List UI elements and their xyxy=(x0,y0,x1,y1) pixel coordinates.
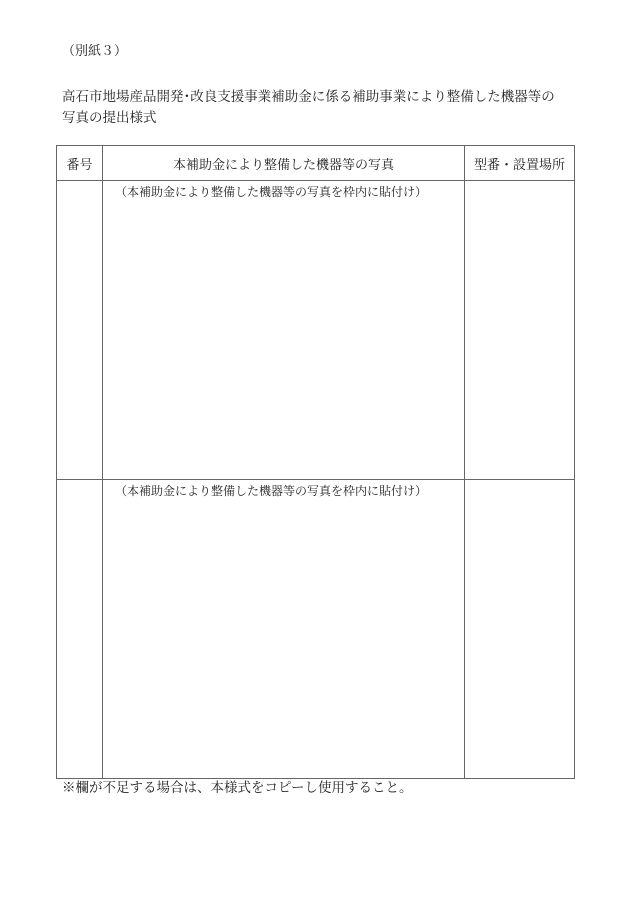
photo-paste-area xyxy=(103,480,465,779)
header-number: 番号 xyxy=(57,146,103,181)
photo-instruction: （本補助金により整備した機器等の写真を枠内に貼付け） xyxy=(115,185,428,199)
photo-paste-area xyxy=(103,181,465,480)
footnote: ※欄が不足する場合は、本様式をコピーし使用すること。 xyxy=(62,780,413,796)
annex-label: （別紙３） xyxy=(62,44,128,59)
table-row xyxy=(57,181,575,480)
title-line-2: 写真の提出様式 xyxy=(62,110,157,126)
table-header-row xyxy=(57,146,575,181)
header-photo: 本補助金により整備した機器等の写真 xyxy=(103,146,465,181)
document-title xyxy=(62,87,582,129)
photo-instruction: （本補助金により整備した機器等の写真を枠内に貼付け） xyxy=(115,484,428,498)
photo-submission-table xyxy=(56,145,575,779)
model-location-cell xyxy=(465,181,575,480)
row-number-cell xyxy=(57,480,103,779)
header-model-location: 型番・設置場所 xyxy=(465,146,575,181)
row-number-cell xyxy=(57,181,103,480)
table-row xyxy=(57,480,575,779)
title-line-1: 高石市地場産品開発･改良支援事業補助金に係る補助事業により整備した機器等の xyxy=(62,89,555,105)
model-location-cell xyxy=(465,480,575,779)
